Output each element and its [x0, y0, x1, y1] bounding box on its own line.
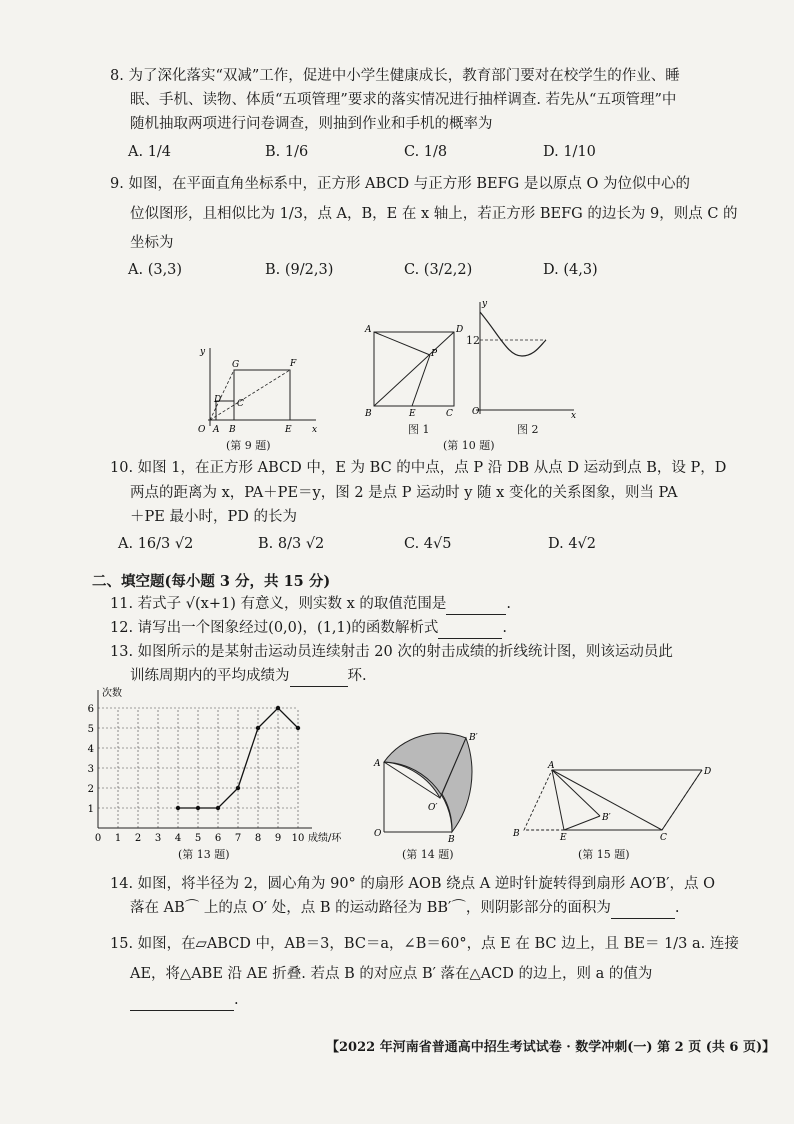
- q9-line3: 坐标为: [130, 235, 174, 251]
- x-axis-label: 成绩/环: [308, 833, 342, 842]
- svg-text:E: E: [409, 409, 416, 419]
- x-tick-label: 3: [154, 833, 162, 842]
- q9-line2: 位似图形，且相似比为 1/3，点 A，B，E 在 x 轴上，若正方形 BEFG 的边长为 9，则点 C 的: [130, 206, 738, 222]
- q14-blank: [611, 898, 675, 919]
- q12-stem: 12. 请写出一个图象经过(0,0)，(1,1)的函数解析式: [110, 620, 439, 636]
- y-axis-label: 次数: [102, 688, 122, 699]
- side-dc: [662, 770, 702, 830]
- y-tick-label: 4: [87, 744, 94, 755]
- svg-text:y: y: [482, 299, 488, 309]
- x-tick-label: 10: [291, 833, 305, 842]
- svg-text:A: A: [213, 425, 220, 435]
- figure-q9: [196, 340, 326, 435]
- x-tick-label: 5: [194, 833, 202, 842]
- x-tick-label: 2: [134, 833, 142, 842]
- svg-text:E: E: [285, 425, 292, 435]
- x-tick-label: 7: [234, 833, 242, 842]
- x-tick-label: 1: [114, 833, 122, 842]
- y-tick-label: 2: [87, 784, 94, 795]
- svg-text:C: C: [446, 409, 453, 419]
- svg-text:G: G: [232, 360, 240, 370]
- svg-text:x: x: [312, 425, 318, 435]
- y-tick-label: 1: [87, 804, 94, 815]
- q15-blank: [130, 990, 234, 1011]
- graph-curve: [480, 312, 546, 356]
- svg-text:B: B: [229, 425, 236, 435]
- q15-line3: .: [130, 990, 239, 1011]
- svg-text:B′: B′: [469, 733, 478, 743]
- q11-blank: [446, 594, 506, 615]
- x-tick-label: 8: [254, 833, 262, 842]
- q10-line1: 10. 如图 1，在正方形 ABCD 中，E 为 BC 的中点，点 P 沿 DB 从点 D 运动到点 B，设 P，D: [110, 460, 727, 476]
- q14-line1: 14. 如图，将半径为 2，圆心角为 90° 的扇形 AOB 绕点 A 逆时针旋转得到扇形 AO′B′，点 O: [110, 876, 716, 892]
- q10-option-c: C. 4√5: [404, 536, 452, 552]
- svg-text:D: D: [214, 395, 222, 405]
- q9-option-c: C. (3/2,2): [404, 262, 473, 278]
- svg-text:O: O: [374, 829, 382, 839]
- q15-line2: AE，将△ABE 沿 AE 折叠. 若点 B 的对应点 B′ 落在△ACD 的边上，则 a 的值为: [130, 966, 653, 982]
- data-point: [276, 706, 280, 710]
- caption-q10: (第 10 题): [443, 439, 495, 452]
- svg-text:C: C: [237, 399, 244, 409]
- svg-text:C: C: [660, 833, 667, 842]
- q13-stem: 训练周期内的平均成绩为: [130, 668, 290, 684]
- q13-line1: 13. 如图所示的是某射击运动员连续射击 20 次的射击成绩的折线统计图，则该运动员此: [110, 644, 673, 660]
- y-tick-label: 5: [87, 724, 94, 735]
- x-tick-label: 4: [174, 833, 182, 842]
- q8-line3: 随机抽取两项进行问卷调查，则抽到作业和手机的概率为: [130, 116, 493, 132]
- svg-text:O: O: [472, 407, 480, 417]
- data-point: [216, 806, 220, 810]
- q8-option-d: D. 1/10: [543, 144, 596, 160]
- svg-text:B: B: [513, 829, 520, 839]
- svg-text:B: B: [448, 835, 455, 843]
- q14-line2: 落在 AB⌒ 上的点 O′ 处，点 B 的运动路径为 BB′⌒，则阴影部分的面积为 .: [130, 898, 679, 919]
- segment-pa: [374, 332, 430, 355]
- x-tick-label: 9: [274, 833, 282, 842]
- parallelogram-abcd: [524, 770, 702, 830]
- data-point: [236, 786, 240, 790]
- q9-option-d: D. (4,3): [543, 262, 598, 278]
- section-title: 二、填空题(每小题 3 分，共 15 分): [92, 573, 331, 590]
- q9-option-a: A. (3,3): [128, 262, 183, 278]
- page-footer: 【2022 年河南省普通高中招生考试试卷 · 数学冲刺(一) 第 2 页 (共 6 页)】: [326, 1040, 776, 1055]
- figure-q14: [372, 728, 492, 843]
- square-befg: [234, 370, 290, 420]
- figure-q15: [512, 760, 720, 842]
- svg-text:y: y: [200, 347, 206, 357]
- q10-line3: ＋PE 最小时，PD 的长为: [130, 509, 297, 525]
- svg-text:x: x: [571, 411, 577, 421]
- svg-text:E: E: [560, 833, 567, 842]
- caption-fig2: 图 2: [517, 423, 539, 436]
- q10-option-a: A. 16/3 √2: [118, 536, 194, 552]
- q8-line2: 眠、手机、读物、体质“五项管理”要求的落实情况进行抽样调查. 若先从“五项管理”中: [130, 92, 677, 108]
- caption-q13: (第 13 题): [178, 848, 230, 861]
- svg-text:F: F: [290, 359, 297, 369]
- q12-blank: [438, 618, 502, 639]
- chart-q13: [86, 682, 372, 842]
- data-point: [256, 726, 260, 730]
- svg-text:B′: B′: [602, 813, 611, 823]
- data-point: [296, 726, 300, 730]
- q10-line2: 两点的距离为 x，PA＋PE＝y，图 2 是点 P 运动时 y 随 x 变化的关系图象，则当 PA: [130, 485, 678, 501]
- q11-text: 11. 若式子 √(x+1) 有意义，则实数 x 的取值范围是 .: [110, 594, 511, 615]
- y-tick-label: 3: [87, 764, 94, 775]
- caption-fig1: 图 1: [408, 423, 430, 436]
- segment-eb-prime: [564, 816, 600, 830]
- q8-option-a: A. 1/4: [128, 144, 172, 160]
- q8-option-b: B. 1/6: [265, 144, 309, 160]
- svg-text:A: A: [548, 761, 555, 771]
- data-point: [196, 806, 200, 810]
- y-tick-label: 6: [87, 704, 94, 715]
- q10-option-d: D. 4√2: [548, 536, 597, 552]
- q8-line1: 8. 为了深化落实“双减”工作，促进中小学生健康成长，教育部门要对在校学生的作业、睡: [110, 68, 680, 84]
- q9-option-b: B. (9/2,3): [265, 262, 334, 278]
- q10-option-b: B. 8/3 √2: [258, 536, 325, 552]
- q9-line1: 9. 如图，在平面直角坐标系中，正方形 ABCD 与正方形 BEFG 是以原点 O 为位似中心的: [110, 176, 690, 192]
- q14-stem: 落在 AB⌒ 上的点 O′ 处，点 B 的运动路径为 BB′⌒，则阴影部分的面积为: [130, 900, 611, 916]
- q13-unit: 环.: [347, 668, 367, 684]
- diagonal-db: [374, 332, 454, 406]
- x-tick-label: 6: [214, 833, 222, 842]
- svg-text:A: A: [374, 759, 381, 769]
- q15-line1: 15. 如图，在▱ABCD 中，AB＝3，BC＝a，∠B＝60°，点 E 在 BC 边上，且 BE＝ 1/3 a. 连接: [110, 936, 739, 952]
- svg-text:D: D: [704, 767, 712, 777]
- segment-ae: [552, 770, 564, 830]
- q12-text: 12. 请写出一个图象经过(0,0)，(1,1)的函数解析式 .: [110, 618, 507, 639]
- svg-text:O′: O′: [428, 803, 438, 813]
- svg-text:P: P: [431, 349, 438, 359]
- svg-text:D: D: [456, 325, 464, 335]
- svg-text:O: O: [198, 425, 206, 435]
- svg-text:B: B: [365, 409, 372, 419]
- caption-q15: (第 15 题): [578, 848, 630, 861]
- data-point: [176, 806, 180, 810]
- svg-text:A: A: [365, 325, 372, 335]
- fig2-y-value: 12: [466, 334, 480, 347]
- figure-q10-fig1: [364, 322, 464, 422]
- caption-q9: (第 9 题): [226, 439, 271, 452]
- q8-option-c: C. 1/8: [404, 144, 448, 160]
- x-tick-label: 0: [94, 833, 102, 842]
- q11-stem: 11. 若式子 √(x+1) 有意义，则实数 x 的取值范围是: [110, 596, 447, 612]
- caption-q14: (第 14 题): [402, 848, 454, 861]
- segment-ab-prime: [552, 770, 600, 816]
- figure-q10-fig2: [470, 296, 580, 421]
